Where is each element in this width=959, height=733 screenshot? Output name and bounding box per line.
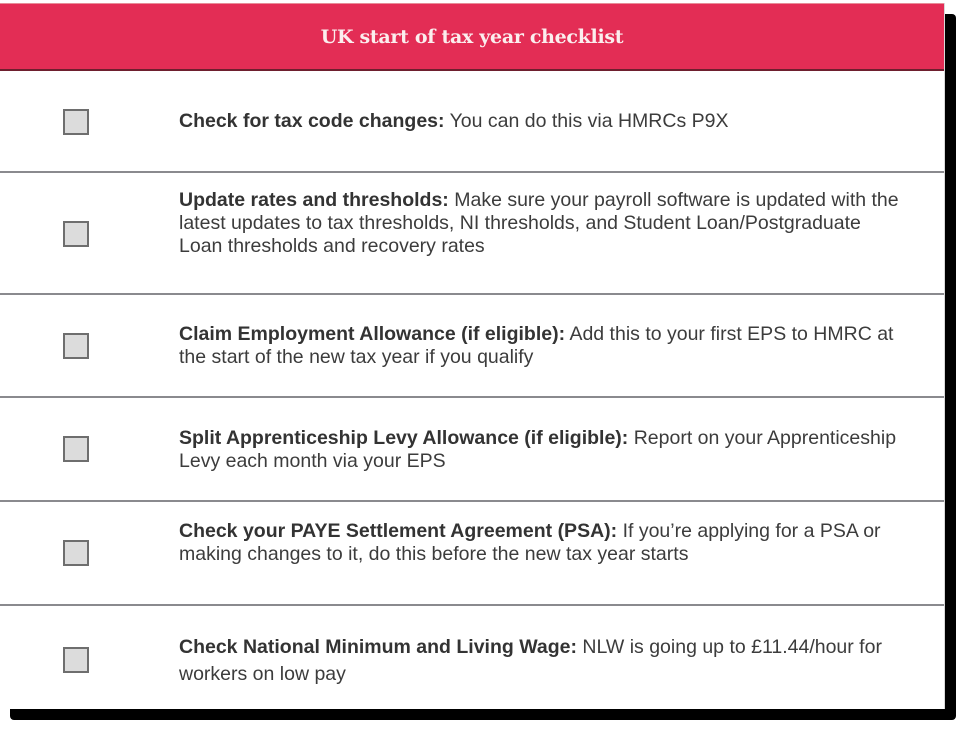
checklist-item [0, 295, 944, 398]
item-description: Report on your Apprenticeship Levy each month via your EPS [179, 427, 897, 472]
item-text [179, 634, 909, 688]
item-label: Split Apprenticeship Levy Allowance (if eligible): [179, 427, 629, 449]
checkbox[interactable] [63, 221, 89, 247]
item-label: Claim Employment Allowance (if eligible): [179, 323, 566, 345]
checkbox[interactable] [63, 436, 89, 462]
item-text [179, 110, 909, 133]
item-description: Add this to your first EPS to HMRC at the start of the new tax year if you qualify [179, 323, 894, 368]
checklist-item [0, 173, 944, 295]
item-description: NLW is going up to £11.44/hour for workers on low pay [179, 636, 882, 685]
item-text [179, 323, 909, 369]
item-label: Check your PAYE Settlement Agreement (PSA): [179, 520, 618, 542]
item-label: Check for tax code changes: [179, 110, 445, 132]
item-description: Make sure your payroll software is updated with the latest updates to tax thresholds, NI thresholds, and Student Loan/Postgraduate Loan thresholds and recovery rates [179, 189, 899, 257]
checklist-header [0, 3, 944, 71]
checklist-card [0, 3, 945, 709]
item-text [179, 189, 909, 258]
item-text [179, 427, 909, 473]
checkbox[interactable] [63, 540, 89, 566]
checklist-item [0, 502, 944, 606]
item-description: If you’re applying for a PSA or making changes to it, do this before the new tax year starts [179, 520, 881, 565]
checkbox[interactable] [63, 109, 89, 135]
checklist-item [0, 606, 944, 709]
checklist-item [0, 71, 944, 173]
checkbox[interactable] [63, 647, 89, 673]
checklist-item [0, 398, 944, 502]
item-label: Update rates and thresholds: [179, 189, 449, 211]
item-text [179, 520, 909, 566]
checklist-title: UK start of tax year checklist [320, 25, 624, 48]
checkbox[interactable] [63, 333, 89, 359]
item-description: You can do this via HMRCs P9X [449, 110, 729, 132]
item-label: Check National Minimum and Living Wage: [179, 636, 577, 658]
